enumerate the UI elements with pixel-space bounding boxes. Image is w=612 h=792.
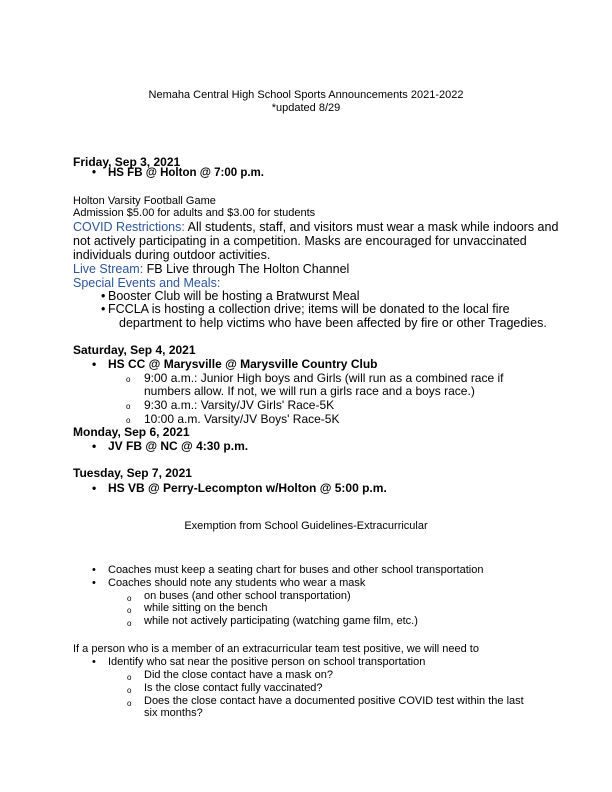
circle-bullet-icon: o bbox=[127, 594, 132, 603]
friday-date: Friday, Sep 3, 2021 bbox=[73, 155, 181, 169]
exemption-title: Exemption from School Guidelines-Extracurricular bbox=[184, 520, 428, 532]
bullet-icon: • bbox=[92, 481, 97, 495]
bullet-icon: • bbox=[92, 577, 96, 589]
circle-bullet-icon: o bbox=[127, 673, 132, 682]
bullet-icon: • bbox=[92, 656, 96, 668]
saturday-date: Saturday, Sep 4, 2021 bbox=[73, 343, 196, 357]
admission: Admission $5.00 for adults and $3.00 for students bbox=[73, 207, 316, 219]
live-stream-label: Live Stream: bbox=[73, 262, 144, 276]
covid-restrictions-line-3: individuals during outdoor activities. bbox=[73, 248, 271, 262]
live-stream: Live Stream: FB Live through The Holton Channel bbox=[73, 262, 350, 276]
announcement-page: Nemaha Central High School Sports Announcements 2021-2022 *updated 8/29 Friday, Sep 3, 2021 • HS FB @ Holton @ 7:00 p.m. Holton Varsity Football Game Admission $5.00 for adults and $3.00 for students COVID Restrictions: All students, staff, and visitors must wear a mask while indoors and not actively participating in a competition. Masks are encouraged for unvaccinated individuals during outdoor activities. Live Stream: FB Live through The Holton Channel Special Events and Meals: • Booster Club will be hosting a Bratwurst Meal • FCCLA is hosting a collection drive; items will be donated to the local fire department to help victims who have been affected by fire or other Tragedies. Saturday, Sep 4, 2021 • HS CC @ Marysville @ Marysville Country Club o 9:00 a.m.: Junior High boys and Girls (will run as a combined race if numbers allow. If not, we will run a girls race and a boys race.) o 9:30 a.m.: Varsity/JV Girls' Race-5K o 10:00 a.m. Varsity/JV Boys' Race-5K Monday, Sep 6, 2021 • JV FB @ NC @ 4:30 p.m. Tuesday, Sep 7, 2021 • HS VB @ Perry-Lecompton w/Holton @ 5:00 p.m. Exemption from School Guidelines-Extracurricular • Coaches must keep a seating chart for buses and other school transportation • Coaches should note any students who wear a mask o on buses (and other school transportation) o while sitting on the bench o while not actively participating (watching game film, etc.) If a person who is a member of an extracurricular team test positive, we will need to • Identify who sat near the positive person on school transportation o Did the close contact have a mask on? o Is the close contact fully vaccinated? o Does the close contact have a documented positive COVID test within the last six months? bbox=[0, 0, 612, 792]
circle-bullet-icon: o bbox=[127, 699, 132, 708]
monday-date: Monday, Sep 6, 2021 bbox=[73, 425, 190, 439]
bullet-icon: • bbox=[92, 439, 97, 453]
bullet-icon: • bbox=[101, 289, 106, 303]
game-name: Holton Varsity Football Game bbox=[73, 195, 216, 207]
circle-bullet-icon: o bbox=[127, 619, 132, 628]
circle-bullet-icon: o bbox=[127, 606, 132, 615]
bullet-icon: • bbox=[92, 564, 96, 576]
circle-bullet-icon: o bbox=[126, 416, 131, 425]
page-title: Nemaha Central High School Sports Announcements 2021-2022 bbox=[148, 89, 464, 101]
bullet-icon: • bbox=[92, 167, 97, 179]
bullet-icon: • bbox=[92, 357, 97, 371]
covid-label: COVID Restrictions: bbox=[73, 220, 185, 234]
guideline-subitem-continued: six months? bbox=[144, 707, 203, 719]
schedule-item-continued: numbers allow. If not, we will run a girls race and a boys race.) bbox=[144, 384, 475, 398]
covid-restrictions-line-2: not actively participating in a competition. Masks are encouraged for unvaccinated bbox=[73, 234, 527, 248]
special-event-item-continued: department to help victims who have been affected by fire or other Tragedies. bbox=[119, 316, 547, 330]
updated-note: *updated 8/29 bbox=[271, 102, 341, 114]
tuesday-date: Tuesday, Sep 7, 2021 bbox=[73, 466, 192, 480]
covid-restrictions-line-1: COVID Restrictions: All students, staff, and visitors must wear a mask while indoors and bbox=[73, 220, 559, 234]
circle-bullet-icon: o bbox=[126, 375, 131, 384]
special-events-label: Special Events and Meals: bbox=[73, 276, 221, 290]
circle-bullet-icon: o bbox=[126, 402, 131, 411]
circle-bullet-icon: o bbox=[127, 686, 132, 695]
positive-test-paragraph: If a person who is a member of an extracurricular team test positive, we will need to bbox=[73, 643, 479, 655]
bullet-icon: • bbox=[101, 302, 106, 316]
